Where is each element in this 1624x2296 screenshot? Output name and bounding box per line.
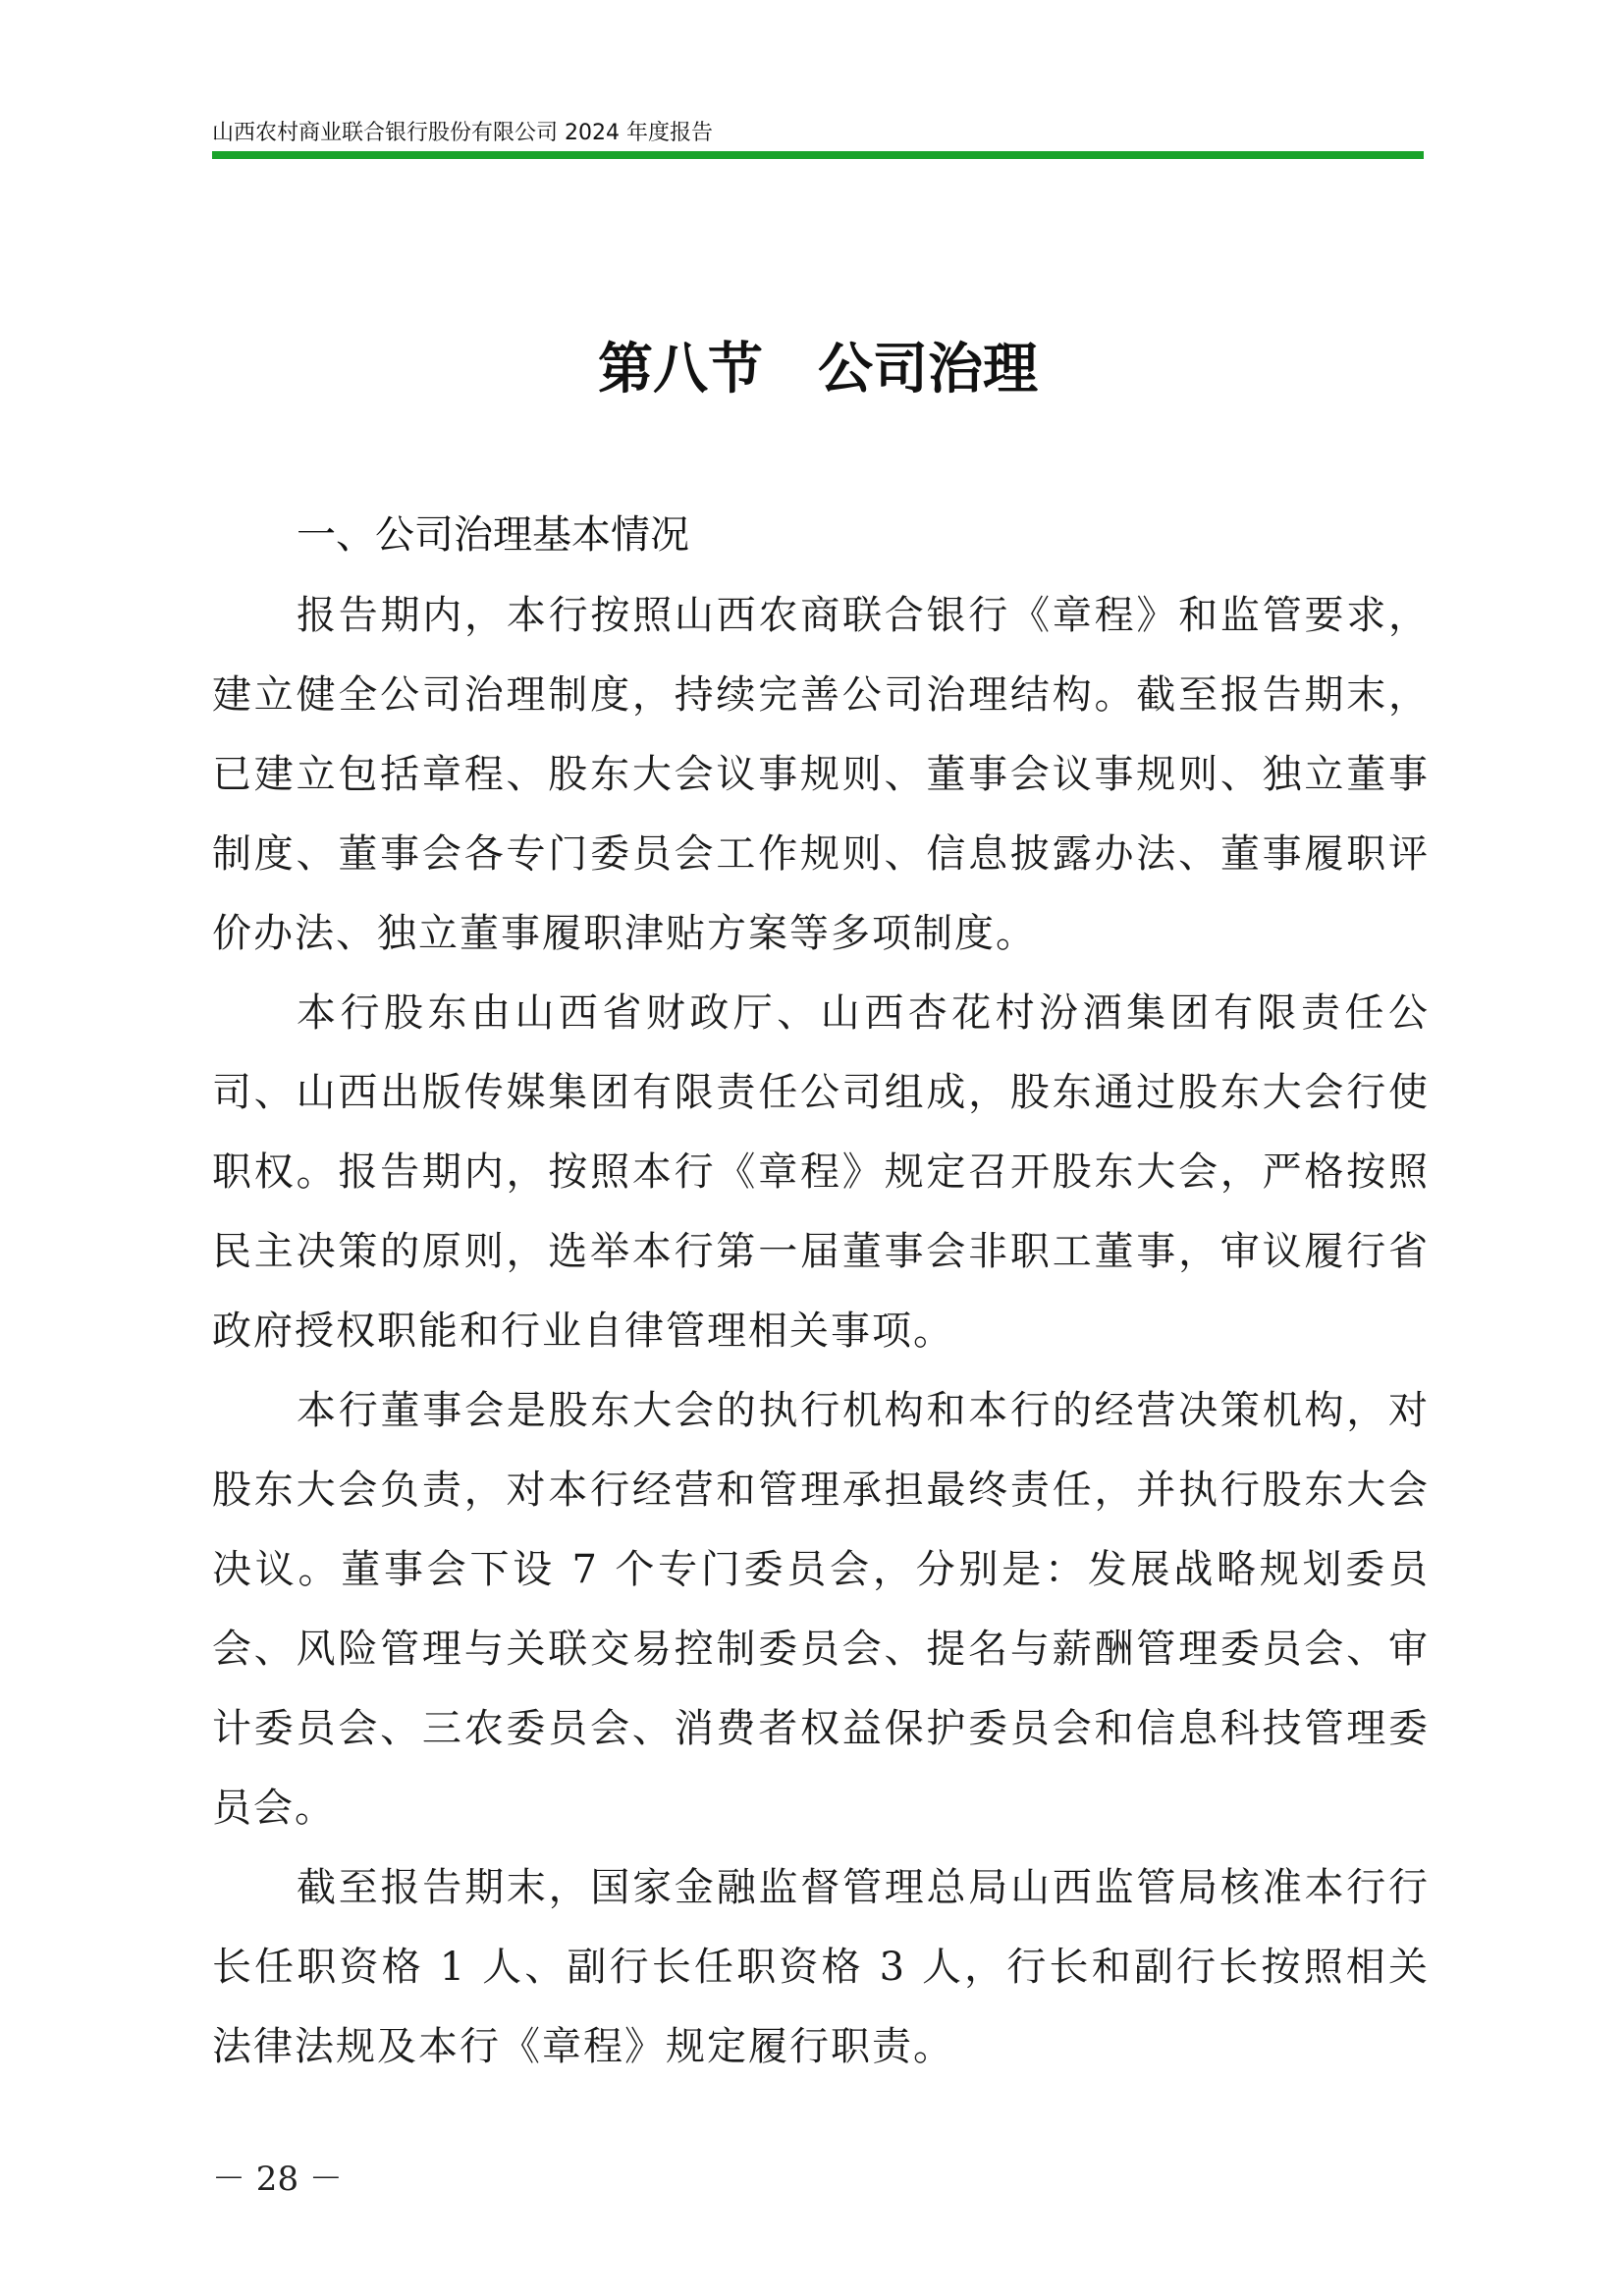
body-text — [212, 576, 1430, 2087]
paragraph-board: 本行董事会是股东大会的执行机构和本行的经营决策机构，对股东大会负责，对本行经营和管理承担最终责任，并执行股东大会决议。董事会下设 7 个专门委员会，分别是：发展战略规划委员会、风险管理与关联交易控制委员会、提名与薪酬管理委员会、审计委员会、三农委员会、消费者权益保护委员会和信息科技管理委员会。 — [212, 1388, 1430, 1831]
paragraph-governance-system: 报告期内，本行按照山西农商联合银行《章程》和监管要求，建立健全公司治理制度，持续完善公司治理结构。截至报告期末，已建立包括章程、股东大会议事规则、董事会议事规则、独立董事制度、董事会各专门委员会工作规则、信息披露办法、董事履职评价办法、独立董事履职津贴方案等多项制度。 — [212, 593, 1430, 956]
sub-heading: 一、公司治理基本情况 — [297, 512, 689, 558]
section-title: 第八节 公司治理 — [598, 337, 1038, 401]
header-rule — [212, 151, 1424, 159]
paragraph-management: 截至报告期末，国家金融监督管理总局山西监管局核准本行行长任职资格 1 人、副行长任职资格 3 人，行长和副行长按照相关法律法规及本行《章程》规定履行职责。 — [212, 1865, 1430, 2069]
paragraph-shareholders: 本行股东由山西省财政厅、山西杏花村汾酒集团有限责任公司、山西出版传媒集团有限责任公司组成，股东通过股东大会行使职权。报告期内，按照本行《章程》规定召开股东大会，严格按照民主决策的原则，选举本行第一届董事会非职工董事，审议履行省政府授权职能和行业自律管理相关事项。 — [212, 990, 1430, 1354]
report-header: 山西农村商业联合银行股份有限公司 2024 年度报告 — [212, 121, 713, 145]
page-number: － 28 － — [212, 2160, 343, 2199]
